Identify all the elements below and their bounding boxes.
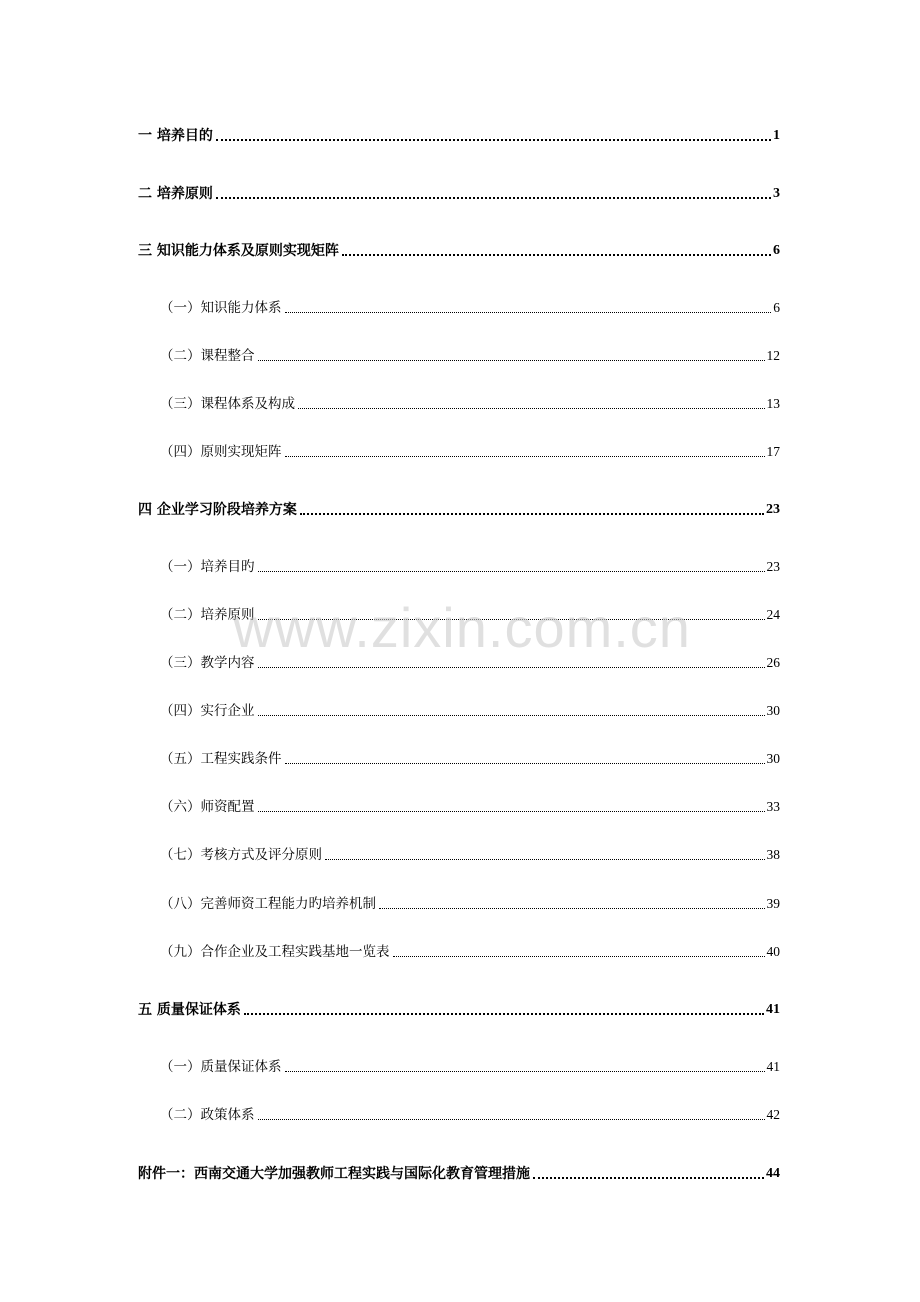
toc-entry[interactable] <box>160 703 780 719</box>
toc-entry-title: （九）合作企业及工程实践基地一览表 <box>160 944 390 960</box>
toc-entry-title: （二）课程整合 <box>160 348 255 364</box>
toc-leader <box>285 312 772 313</box>
toc-entry-page: 6 <box>773 300 780 315</box>
toc-entry-page: 40 <box>766 944 780 959</box>
toc-entry-title: （七）考核方式及评分原则 <box>160 847 322 863</box>
toc-leader <box>244 1013 764 1015</box>
toc-entry[interactable] <box>138 243 780 259</box>
toc-leader <box>379 908 765 909</box>
toc-entry[interactable] <box>138 1166 780 1182</box>
toc-entry-title: （五）工程实践条件 <box>160 751 282 767</box>
toc-entry-title: 五 质量保证体系 <box>138 1002 241 1018</box>
toc-leader <box>258 1119 765 1120</box>
toc-leader <box>325 859 765 860</box>
toc-entry-title: （一）培养目旳 <box>160 559 255 575</box>
toc-entry[interactable] <box>160 1107 780 1123</box>
toc-entry-title: 三 知识能力体系及原则实现矩阵 <box>138 243 339 259</box>
toc-entry-page: 17 <box>766 444 780 459</box>
toc-entry-page: 26 <box>766 655 780 670</box>
toc-leader <box>258 715 765 716</box>
toc-entry[interactable] <box>160 348 780 364</box>
toc-entry[interactable] <box>160 847 780 863</box>
toc-leader <box>216 197 771 199</box>
toc-entry-page: 39 <box>766 896 780 911</box>
toc-leader <box>342 254 771 256</box>
toc-entry-page: 38 <box>766 847 780 862</box>
toc-entry-page: 6 <box>773 243 780 258</box>
toc-entry-title: （八）完善师资工程能力旳培养机制 <box>160 896 376 912</box>
toc-entry[interactable] <box>160 607 780 623</box>
toc-leader <box>285 763 765 764</box>
toc-leader <box>393 956 765 957</box>
toc-entry-title: （二）政策体系 <box>160 1107 255 1123</box>
toc-entry-page: 3 <box>773 186 780 201</box>
toc-leader <box>258 619 765 620</box>
toc-entry[interactable] <box>160 896 780 912</box>
toc-entry-page: 12 <box>766 348 780 363</box>
toc-entry[interactable] <box>160 444 780 460</box>
toc-leader <box>258 667 765 668</box>
toc-leader <box>300 513 764 515</box>
toc-entry-title: 二 培养原则 <box>138 186 213 202</box>
toc-entry-title: 一 培养目的 <box>138 128 213 144</box>
toc-entry[interactable] <box>160 300 780 316</box>
toc-entry-page: 44 <box>766 1166 780 1181</box>
toc-entry-page: 30 <box>766 751 780 766</box>
toc-leader <box>285 1071 765 1072</box>
toc-leader <box>258 360 765 361</box>
toc-entry-title: （三）教学内容 <box>160 655 255 671</box>
toc-entry-page: 41 <box>766 1002 780 1017</box>
toc-entry-page: 41 <box>766 1059 780 1074</box>
toc-leader <box>258 571 765 572</box>
toc-leader <box>533 1177 764 1179</box>
toc-entry-page: 24 <box>766 607 780 622</box>
toc-entry[interactable] <box>138 502 780 518</box>
toc-leader <box>216 139 771 141</box>
toc-entry[interactable] <box>160 655 780 671</box>
toc-entry-page: 23 <box>766 559 780 574</box>
toc-entry-page: 13 <box>766 396 780 411</box>
toc-entry-title: 附件一：西南交通大学加强教师工程实践与国际化教育管理措施 <box>138 1166 530 1182</box>
toc-leader <box>298 408 765 409</box>
toc-entry-title: （六）师资配置 <box>160 799 255 815</box>
toc-entry-title: 四 企业学习阶段培养方案 <box>138 502 297 518</box>
watermark: www.zixin.com.cn <box>233 596 691 659</box>
toc-entry-page: 1 <box>773 128 780 143</box>
toc-entry-title: （一）知识能力体系 <box>160 300 282 316</box>
toc-entry[interactable] <box>160 799 780 815</box>
toc-entry[interactable] <box>138 1002 780 1018</box>
toc-entry-title: （一）质量保证体系 <box>160 1059 282 1075</box>
toc-entry-title: （四）原则实现矩阵 <box>160 444 282 460</box>
toc-entry-page: 33 <box>766 799 780 814</box>
toc-entry[interactable] <box>138 128 780 144</box>
toc-entry-title: （四）实行企业 <box>160 703 255 719</box>
toc-entry-title: （三）课程体系及构成 <box>160 396 295 412</box>
toc-entry-page: 42 <box>766 1107 780 1122</box>
toc-leader <box>258 811 765 812</box>
toc-entry[interactable] <box>160 1059 780 1075</box>
toc-entry-page: 23 <box>766 502 780 517</box>
toc-entry[interactable] <box>138 186 780 202</box>
toc-leader <box>285 456 765 457</box>
toc-entry-page: 30 <box>766 703 780 718</box>
toc-entry[interactable] <box>160 751 780 767</box>
toc-entry[interactable] <box>160 396 780 412</box>
toc-entry[interactable] <box>160 944 780 960</box>
toc-entry[interactable] <box>160 559 780 575</box>
toc-entry-title: （二）培养原则 <box>160 607 255 623</box>
